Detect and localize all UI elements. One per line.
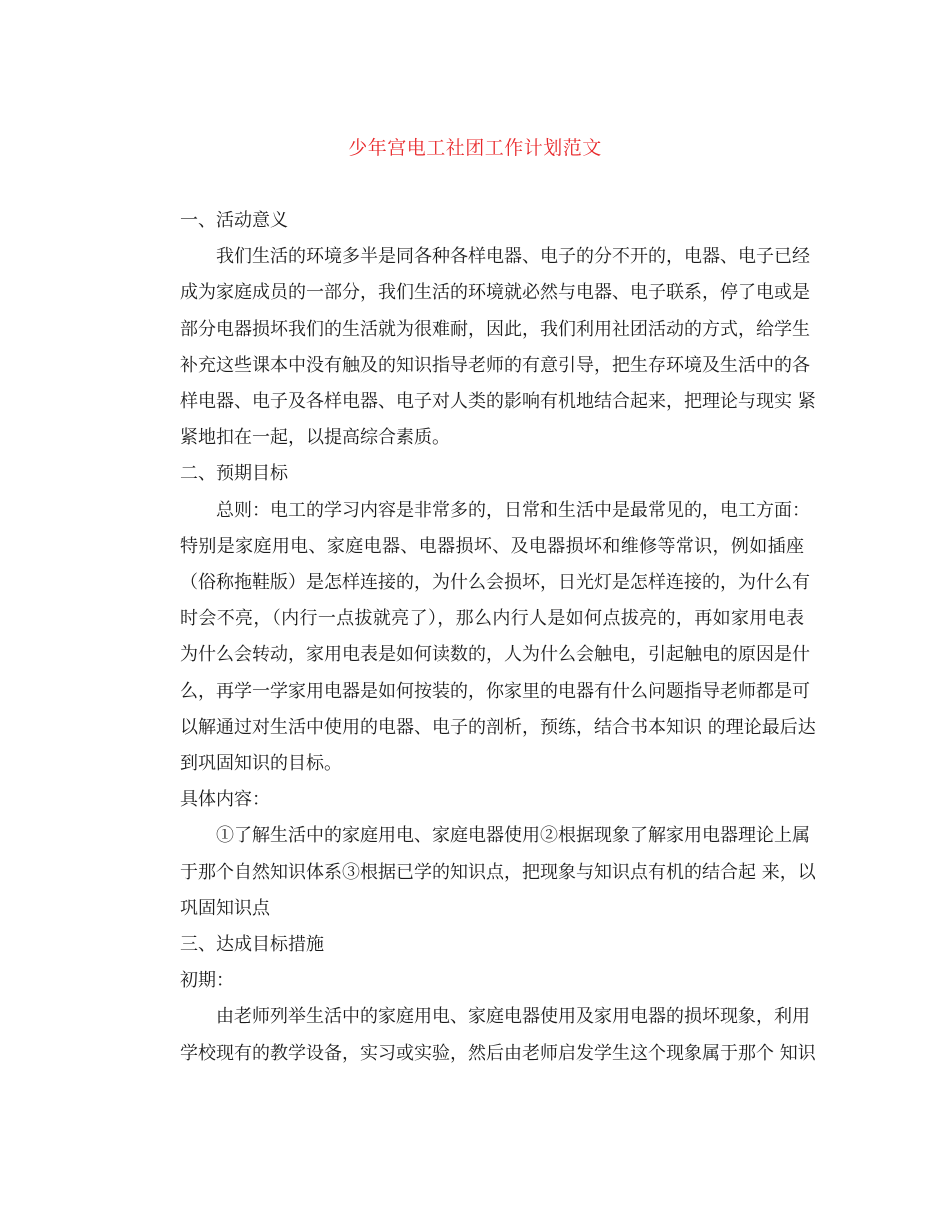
sub-heading-initial: 初期：: [180, 970, 234, 992]
section-heading-1: 一、活动意义: [180, 210, 288, 231]
text-line: 于那个自然知识体系③根据已学的知识点，把现象与知识点有机的结合起 来，以: [180, 861, 816, 883]
text-line: ①了解生活中的家庭用电、家庭电器使用②根据现象了解家用电器理论上属: [216, 825, 810, 847]
sub-heading-content: 具体内容：: [180, 789, 270, 811]
paragraph-goals: [144, 493, 816, 783]
document-body: [144, 203, 816, 1072]
text-line: 成为家庭成员的一部分，我们生活的环境就必然与电器、电子联系，停了电或是: [180, 282, 810, 304]
text-line: 总则：电工的学习内容是非常多的，日常和生活中是最常见的，电工方面：: [216, 499, 810, 521]
text-line: 部分电器损坏我们的生活就为很难耐，因此，我们利用社团活动的方式，给学生: [180, 318, 810, 340]
text-line: 巩固知识点: [180, 897, 270, 919]
paragraph-content: [144, 818, 816, 927]
section-heading-2: 二、预期目标: [180, 463, 288, 485]
section-heading-3: 三、达成目标措施: [180, 934, 324, 956]
text-line: 由老师列举生活中的家庭用电、家庭电器使用及家用电器的损坏现象，利用: [216, 1006, 810, 1028]
paragraph-purpose: [144, 239, 816, 456]
text-line: 补充这些课本中没有触及的知识指导老师的有意引导，把生存环境及生活中的各: [180, 354, 810, 376]
text-line: 紧地扣在一起，以提高综合素质。: [180, 427, 450, 449]
text-line: （俗称拖鞋版）是怎样连接的，为什么会损坏，日光灯是怎样连接的，为什么有: [180, 572, 810, 594]
document-title: 少年宫电工社团工作计划范文: [348, 137, 602, 159]
text-line: 时会不亮，（内行一点拔就亮了），那么内行人是如何点拔亮的，再如家用电表: [180, 608, 804, 630]
text-line: 样电器、电子及各样电器、电子对人类的影响有机地结合起来，把理论与现实 紧: [180, 391, 816, 413]
text-line: 我们生活的环境多半是同各种各样电器、电子的分不开的，电器、电子已经: [216, 246, 810, 268]
text-line: 以解通过对生活中使用的电器、电子的剖析，预练，结合书本知识 的理论最后达: [180, 716, 816, 738]
paragraph-measures: [144, 999, 816, 1071]
text-line: 为什么会转动，家用电表是如何读数的，人为什么会触电，引起触电的原因是什: [180, 644, 810, 666]
text-line: 特别是家庭用电、家庭电器、电器损坏、及电器损坏和维修等常识，例如插座: [180, 535, 804, 557]
text-line: 学校现有的教学设备，实习或实验，然后由老师启发学生这个现象属于那个 知识: [180, 1042, 816, 1064]
text-line: 到巩固知识的目标。: [180, 753, 342, 775]
text-line: 么，再学一学家用电器是如何按装的，你家里的电器有什么问题指导老师都是可: [180, 680, 810, 702]
